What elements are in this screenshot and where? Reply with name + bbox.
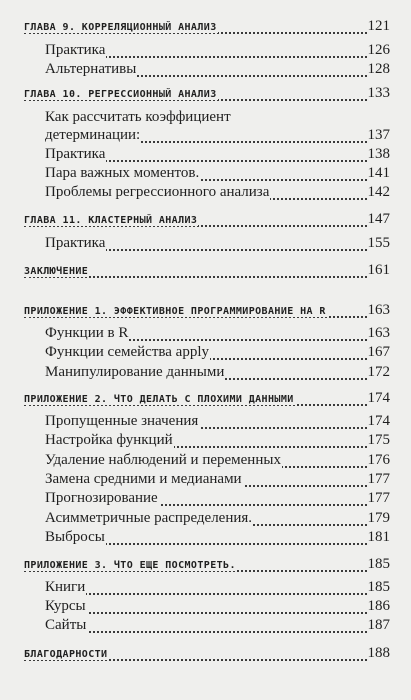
toc-page-number: 133 bbox=[367, 85, 390, 101]
toc-entry-line bbox=[0, 471, 411, 491]
toc-page-number: 188 bbox=[367, 645, 390, 661]
toc-entry-title: Удаление наблюдений и переменных bbox=[45, 452, 281, 468]
toc-entry-title: Курсы bbox=[45, 598, 86, 614]
toc-entry-line bbox=[0, 432, 411, 452]
toc-chapter-line bbox=[0, 85, 411, 105]
toc-entry-line bbox=[0, 344, 411, 364]
toc-page-number: 167 bbox=[367, 344, 390, 360]
toc-entry-line bbox=[0, 510, 411, 530]
toc-page-number: 155 bbox=[367, 235, 390, 251]
toc-entry-line bbox=[0, 579, 411, 599]
toc-page-number: 147 bbox=[367, 211, 390, 227]
dot-leader bbox=[45, 612, 367, 614]
toc-chapter-title: ПРИЛОЖЕНИЕ 3. ЧТО ЕЩЕ ПОСМОТРЕТЬ. bbox=[24, 560, 236, 571]
toc-page-number: 141 bbox=[367, 165, 390, 181]
toc-page-number: 177 bbox=[367, 490, 390, 506]
toc-entry-title: Пропущенные значения bbox=[45, 413, 199, 429]
toc-entry-line bbox=[0, 413, 411, 433]
toc-page-number: 177 bbox=[367, 471, 390, 487]
toc-entry-line bbox=[0, 529, 411, 549]
toc-page-number: 176 bbox=[367, 452, 390, 468]
toc-entry-title: Как рассчитать коэффициент bbox=[45, 109, 231, 125]
toc-entry-line bbox=[0, 325, 411, 345]
toc-page-number: 126 bbox=[367, 42, 390, 58]
toc-entry-title: Асимметричные распределения. bbox=[45, 510, 253, 526]
toc-entry-title: Сайты bbox=[45, 617, 87, 633]
toc-chapter-title: ПРИЛОЖЕНИЕ 1. ЭФФЕКТИВНОЕ ПРОГРАММИРОВАНИЕ НА R bbox=[24, 306, 326, 317]
toc-page-number: 185 bbox=[367, 579, 390, 595]
toc-chapter-line bbox=[0, 302, 411, 322]
toc-page-number: 186 bbox=[367, 598, 390, 614]
toc-entry-title: детерминации: bbox=[45, 127, 141, 143]
toc-entry-title: Проблемы регрессионного анализа bbox=[45, 184, 270, 200]
toc-chapter-title: ГЛАВА 9. КОРРЕЛЯЦИОННЫЙ АНАЛИЗ bbox=[24, 22, 217, 33]
toc-chapter-title: ЗАКЛЮЧЕНИЕ bbox=[24, 266, 89, 277]
toc-page-number: 142 bbox=[367, 184, 390, 200]
toc-entry-line bbox=[0, 364, 411, 384]
toc-page-number: 185 bbox=[367, 556, 390, 572]
dot-leader bbox=[45, 593, 367, 595]
toc-entry-line bbox=[0, 490, 411, 510]
toc-page-number: 181 bbox=[367, 529, 390, 545]
toc-entry-line bbox=[0, 598, 411, 618]
toc-page-number: 121 bbox=[367, 18, 390, 34]
toc-entry-title: Пара важных моментов. bbox=[45, 165, 200, 181]
toc-page-number: 138 bbox=[367, 146, 390, 162]
toc-chapter-title: ГЛАВА 11. КЛАСТЕРНЫЙ АНАЛИЗ bbox=[24, 215, 198, 226]
toc-entry-title: Альтернативы bbox=[45, 61, 137, 77]
toc-chapter-line bbox=[0, 211, 411, 231]
toc-chapter-line bbox=[0, 390, 411, 410]
toc-entry-line bbox=[0, 452, 411, 472]
toc-page-number: 174 bbox=[367, 413, 390, 429]
toc-page-number: 179 bbox=[367, 510, 390, 526]
toc-page-number: 172 bbox=[367, 364, 390, 380]
dot-leader bbox=[45, 631, 367, 633]
toc-chapter-title: ПРИЛОЖЕНИЕ 2. ЧТО ДЕЛАТЬ С ПЛОХИМИ ДАННЫМИ bbox=[24, 394, 294, 405]
toc-entry-title: Выбросы bbox=[45, 529, 105, 545]
toc-chapter-line bbox=[0, 645, 411, 665]
toc-entry-title: Практика bbox=[45, 146, 106, 162]
toc-chapter-line bbox=[0, 18, 411, 38]
toc-entry-title: Практика bbox=[45, 42, 106, 58]
toc-chapter-line bbox=[0, 262, 411, 282]
toc-page-number: 161 bbox=[367, 262, 390, 278]
toc-page-number: 175 bbox=[367, 432, 390, 448]
toc-page-number: 137 bbox=[367, 127, 390, 143]
toc-entry-title: Функции семейства apply bbox=[45, 344, 210, 360]
toc-entry-title: Замена средними и медианами bbox=[45, 471, 242, 487]
toc-page-number: 174 bbox=[367, 390, 390, 406]
toc-entry-line bbox=[0, 617, 411, 637]
toc-chapter-title: БЛАГОДАРНОСТИ bbox=[24, 649, 108, 660]
toc-page-number: 163 bbox=[367, 325, 390, 341]
toc-page-number: 163 bbox=[367, 302, 390, 318]
toc-chapter-line bbox=[0, 556, 411, 576]
toc-entry-line bbox=[0, 42, 411, 62]
toc-entry-line bbox=[0, 146, 411, 166]
toc-entry-line bbox=[0, 109, 411, 129]
toc-entry-title: Настройка функций bbox=[45, 432, 173, 448]
toc-entry-title: Прогнозирование bbox=[45, 490, 158, 506]
toc-entry-line bbox=[0, 165, 411, 185]
toc-entry-line bbox=[0, 184, 411, 204]
toc-entry-title: Книги bbox=[45, 579, 86, 595]
toc-entry-title: Практика bbox=[45, 235, 106, 251]
toc-entry-line bbox=[0, 235, 411, 255]
toc-page-number: 128 bbox=[367, 61, 390, 77]
toc-entry-title: Манипулирование данными bbox=[45, 364, 225, 380]
toc-entry-line bbox=[0, 61, 411, 81]
toc-page-number: 187 bbox=[367, 617, 390, 633]
toc-entry-line bbox=[0, 127, 411, 147]
toc-entry-title: Функции в R bbox=[45, 325, 129, 341]
toc-chapter-title: ГЛАВА 10. РЕГРЕССИОННЫЙ АНАЛИЗ bbox=[24, 89, 217, 100]
